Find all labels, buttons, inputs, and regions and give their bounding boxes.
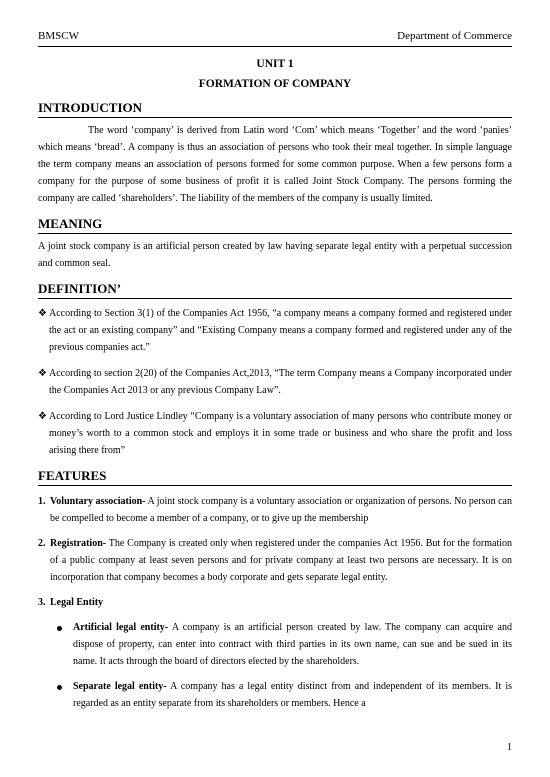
- legal-entity-text: A company has a legal entity distinct from and independent of its members. It is regarded as an entity separate from its shareholders or members. Hence a: [73, 681, 512, 709]
- feature-title: Legal Entity: [50, 597, 104, 608]
- feature-title: Registration-: [50, 538, 107, 549]
- diamond-bullet-icon: ❖: [38, 368, 47, 379]
- legal-entity-item: [50, 678, 512, 712]
- bullet-dot-icon: [57, 626, 62, 631]
- legal-entity-list: [50, 619, 512, 712]
- bullet-dot-icon: [57, 685, 62, 690]
- header-right: Department of Commerce: [397, 30, 512, 42]
- definition-item: [38, 305, 512, 356]
- legal-entity-title: Artificial legal entity-: [73, 622, 169, 633]
- feature-number: 2.: [38, 538, 46, 549]
- legal-entity-item: [50, 619, 512, 670]
- header-left: BMSCW: [38, 30, 79, 42]
- definition-heading: DEFINITION’: [38, 281, 512, 299]
- page-content: [38, 58, 512, 720]
- feature-text: The Company is created only when registered under the companies Act 1956. But for the formation of a public company at least seven persons and for private company at least two persons are necessary. It is on incorporation that company becomes a body corporate and gets separate legal entity.: [50, 538, 512, 583]
- meaning-text: A joint stock company is an artificial person created by law having separate legal entity with a perpetual succession and common seal.: [38, 241, 512, 269]
- header-rule: [38, 46, 512, 47]
- meaning-heading: MEANING: [38, 216, 512, 234]
- introduction-text: The word ‘company’ is derived from Latin word ‘Com’ which means ‘Together’ and the word ‘panies’ which means ‘bread’. A company is thus an association of persons who took their meal together. In simple language the term company means an association of persons formed for some common purpose. When a few persons form a company for the purpose of some business of profit it is called Joint Stock Company. The persons forming the company are called ‘shareholders’. The liability of the members of the company is usually limited.: [38, 125, 512, 204]
- page-header: [38, 30, 512, 42]
- definition-text: According to Lord Justice Lindley “Company is a voluntary association of many persons who contribute money or money’s worth to a common stock and employs it in some trade or business and who share the profit and loss arising there from”: [49, 411, 512, 456]
- page-number: 1: [507, 742, 512, 753]
- definition-item: [38, 408, 512, 459]
- features-list: [38, 493, 512, 712]
- feature-item: [38, 493, 512, 527]
- feature-number: 3.: [38, 597, 46, 608]
- definition-text: According to section 2(20) of the Companies Act,2013, “The term Company means a Company incorporated under the Companies Act 2013 or any previous Company Law”.: [49, 368, 512, 396]
- unit-title: UNIT 1: [256, 58, 294, 70]
- diamond-bullet-icon: ❖: [38, 411, 47, 422]
- feature-item: [38, 535, 512, 586]
- feature-number: 1.: [38, 496, 46, 507]
- feature-item: [38, 594, 512, 712]
- legal-entity-title: Separate legal entity-: [73, 681, 167, 692]
- features-heading: FEATURES: [38, 468, 512, 486]
- definition-item: [38, 365, 512, 399]
- chapter-title: FORMATION OF COMPANY: [198, 78, 352, 90]
- feature-text: A joint stock company is a voluntary association or organization of persons. No person can be compelled to become a member of a company, or to give up the membership: [50, 496, 512, 524]
- diamond-bullet-icon: ❖: [38, 308, 47, 319]
- definition-list: [38, 305, 512, 459]
- definition-text: According to Section 3(1) of the Companies Act 1956, “a company means a company formed and registered under the act or an existing company” and “Existing Company means a company formed and registered under any of the previous companies act.”: [49, 308, 512, 353]
- introduction-heading: INTRODUCTION: [38, 100, 512, 118]
- feature-title: Voluntary association-: [50, 496, 146, 507]
- legal-entity-text: A company is an artificial person created by law. The company can acquire and dispose of property, can enter into contract with third parties in its own name, can sue and be sued in its name. It acts through the board of directors elected by the shareholders.: [73, 622, 512, 667]
